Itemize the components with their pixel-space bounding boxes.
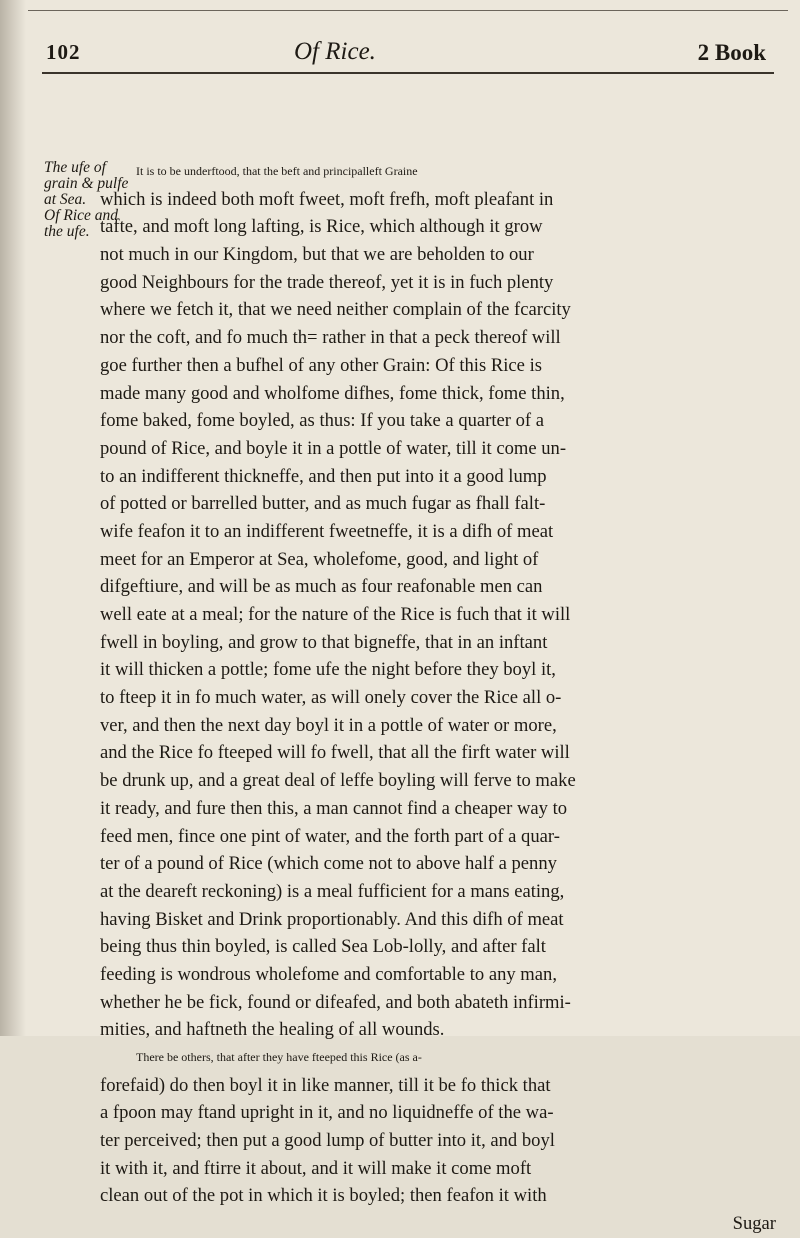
header-rule [42,72,774,74]
text-line: difgeftiure, and will be as much as four reafonable men can [100,576,543,598]
top-rule [28,10,788,11]
text-line: fwell in boyling, and grow to that bigneffe, that in an inftant [100,631,548,653]
text-line: well eate at a meal; for the nature of the Rice is fuch that it will [100,604,571,625]
text-line: where we fetch it, that we need neither complain of the fcarcity [100,299,571,321]
margin-note-line: grain & pulfe [44,175,129,192]
text-line: a fpoon may ftand upright in it, and no liquidneffe of the wa- [100,1102,554,1124]
text-line: not much in our Kingdom, but that we are beholden to our [100,244,534,266]
text-line: forefaid) do then boyl it in like manner, till it be fo thick that [100,1074,551,1096]
text-line: mities, and haftneth the healing of all wounds. [100,1019,445,1041]
text-line: good Neighbours for the trade thereof, yet it is in fuch plenty [100,271,554,293]
body-text [100,158,776,1238]
text-line: ver, and then the next day boyl it in a pottle of water or more, [100,714,557,736]
margin-note-line: The ufe of [44,159,106,176]
text-line: wife feafon it to an indifferent fweetneffe, it is a difh of meat [100,520,554,542]
text-line: to an indifferent thickneffe, and then put into it a good lump [100,465,547,487]
text-line: goe further then a bufhel of any other Grain: Of this Rice is [100,354,542,376]
text-line: fome baked, fome boyled, as thus: If you take a quarter of a [100,410,545,432]
catchword: Sugar [732,1213,776,1235]
text-line: clean out of the pot in which it is boyled; then feafon it with [100,1185,547,1207]
text-line: it ready, and fure then this, a man cannot find a cheaper way to [100,797,568,819]
book-mark: 2 Book [697,40,766,65]
text-line: ter perceived; then put a good lump of butter into it, and boyl [100,1130,555,1152]
page-header [46,40,766,80]
text-line: feeding is wondrous wholefome and comfortable to any man, [100,963,557,985]
text-line: made many good and wholfome difhes, fome thick, fome thin, [100,382,565,404]
text-line: it will thicken a pottle; fome ufe the night before they boyl it, [100,659,556,681]
margin-note-line: Of Rice and [44,207,119,224]
text-line: nor the coft, and fo much th= rather in that a peck thereof will [100,327,561,349]
text-line: it with it, and ftirre it about, and it will make it come moft [100,1157,532,1179]
running-title: Of Rice. [294,38,376,65]
margin-note-line: at Sea. [44,191,87,208]
text-line: pound of Rice, and boyle it in a pottle of water, till it come un- [100,437,567,459]
text-line: be drunk up, and a great deal of leffe boyling will ferve to make [100,770,576,792]
text-line: ter of a pound of Rice (which come not to above half a penny [100,853,557,875]
margin-note-line: the ufe. [44,223,90,240]
page-number: 102 [46,40,81,64]
text-line: There be others, that after they have fteeped this Rice (as a- [136,1050,422,1064]
text-line: to fteep it in fo much water, as will onely cover the Rice all o- [100,687,562,709]
text-line: of potted or barrelled butter, and as much fugar as fhall falt- [100,493,546,515]
text-line: being thus thin boyled, is called Sea Lob-lolly, and after falt [100,936,546,958]
binding-shadow [0,0,26,1036]
text-line: having Bisket and Drink proportionably. And this difh of meat [100,908,564,930]
text-line: whether he be fick, found or difeafed, and both abateth infirmi- [100,991,571,1013]
text-line: which is indeed both moft fweet, moft frefh, moft pleafant in [100,188,554,210]
text-line: feed men, fince one pint of water, and the forth part of a quar- [100,825,560,847]
text-line: at the deareft reckoning) is a meal fufficient for a mans eating, [100,880,565,902]
text-line: and the Rice fo fteeped will fo fwell, that all the firft water will [100,742,570,764]
text-line: tafte, and moft long lafting, is Rice, which although it grow [100,216,543,238]
text-line: It is to be underftood, that the beft and principalleft Graine [136,164,418,178]
text-line: meet for an Emperor at Sea, wholefome, good, and light of [100,548,539,570]
